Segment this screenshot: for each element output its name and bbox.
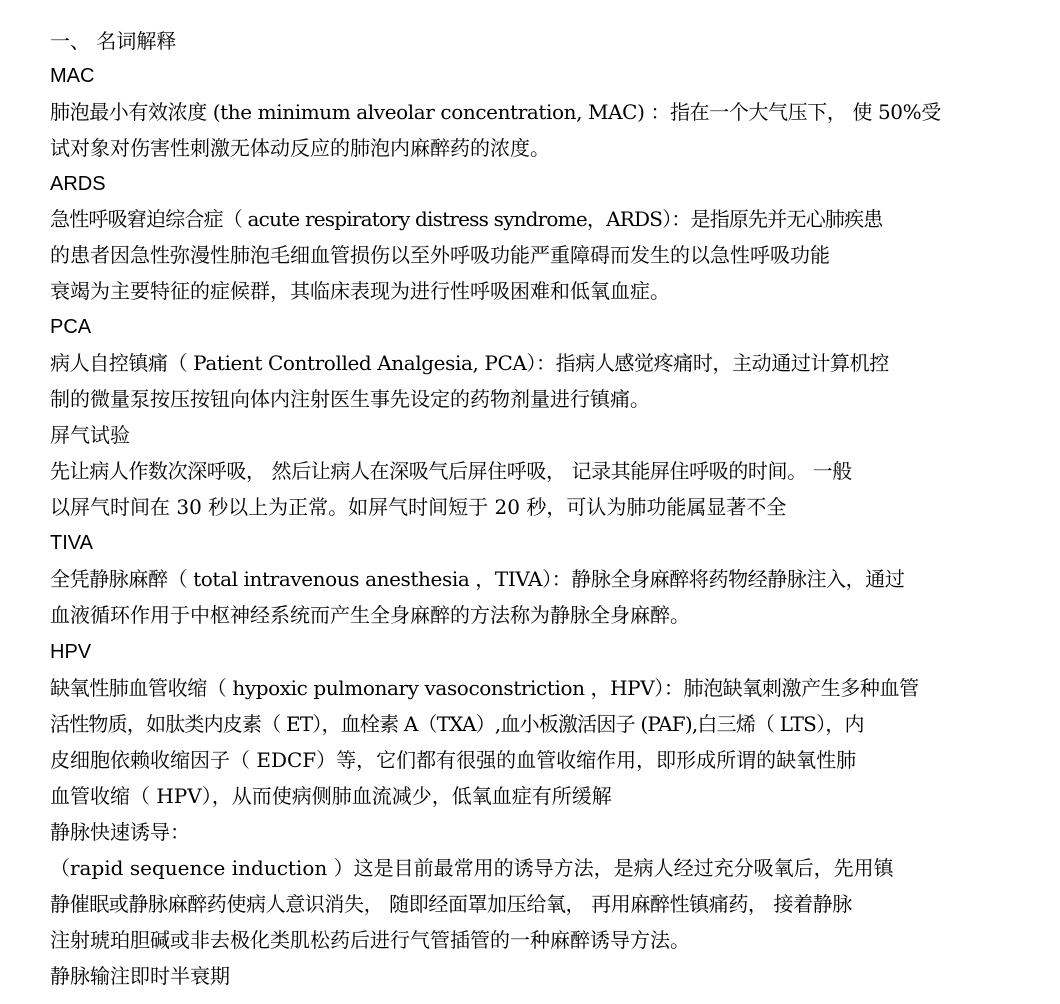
term-context-sensitive-half-time: 静脉输注即时半衰期 [50, 964, 230, 988]
definition-rsi-line-2: 静催眠或静脉麻醉药使病人意识消失， 随即经面罩加压给氧， 再用麻醉性镇痛药， 接着静脉 [50, 892, 852, 916]
definition-hpv-line-2: 活性物质，如肽类内皮素（ ET），血栓素 A（TXA）,血小板激活因子 (PAF),白三烯（ LTS），内 [50, 712, 864, 736]
definition-pca-line-2: 制的微量泵按压按钮向体内注射医生事先设定的药物剂量进行镇痛。 [50, 387, 650, 411]
definition-tiva-line-1: 全凭静脉麻醉（ total intravenous anesthesia ，TIVA）：静脉全身麻醉将药物经静脉注入，通过 [50, 567, 905, 591]
definition-ards-line-1: 急性呼吸窘迫综合症（ acute respiratory distress syndrome，ARDS）：是指原先并无心肺疾患 [50, 207, 883, 231]
term-breath-holding-test: 屏气试验 [50, 423, 130, 447]
term-pca: PCA [50, 316, 92, 338]
term-hpv: HPV [50, 641, 92, 663]
definition-tiva-line-2: 血液循环作用于中枢神经系统而产生全身麻醉的方法称为静脉全身麻醉。 [50, 603, 690, 627]
definition-breath-holding-line-2: 以屏气时间在 30 秒以上为正常。如屏气时间短于 20 秒，可认为肺功能属显著不全 [50, 495, 787, 519]
section-heading: 一、 名词解释 [50, 29, 177, 53]
term-mac: MAC [50, 65, 95, 87]
term-tiva: TIVA [50, 532, 93, 554]
definition-pca-line-1: 病人自控镇痛（ Patient Controlled Analgesia, PCA）：指病人感觉疼痛时，主动通过计算机控 [50, 351, 889, 375]
term-ards: ARDS [50, 173, 106, 195]
definition-rsi-line-1: （rapid sequence induction ）这是目前最常用的诱导方法，是病人经过充分吸氧后，先用镇 [50, 856, 894, 880]
definition-mac-line-1: 肺泡最小有效浓度 (the minimum alveolar concentration, MAC) ：指在一个大气压下， 使 50%受 [50, 100, 941, 124]
definition-hpv-line-1: 缺氧性肺血管收缩（ hypoxic pulmonary vasoconstriction ，HPV）：肺泡缺氧刺激产生多种血管 [50, 676, 919, 700]
definition-breath-holding-line-1: 先让病人作数次深呼吸， 然后让病人在深吸气后屏住呼吸， 记录其能屏住呼吸的时间。 一般 [50, 459, 852, 483]
term-rapid-sequence-induction: 静脉快速诱导： [50, 820, 190, 844]
definition-rsi-line-3: 注射琥珀胆碱或非去极化类肌松药后进行气管插管的一种麻醉诱导方法。 [50, 928, 690, 952]
definition-mac-line-2: 试对象对伤害性刺激无体动反应的肺泡内麻醉药的浓度。 [50, 136, 550, 160]
definition-hpv-line-3: 皮细胞依赖收缩因子（ EDCF）等，它们都有很强的血管收缩作用，即形成所谓的缺氧性肺 [50, 748, 857, 772]
definition-ards-line-3: 衰竭为主要特征的症候群，其临床表现为进行性呼吸困难和低氧血症。 [50, 279, 670, 303]
definition-hpv-line-4: 血管收缩（ HPV），从而使病侧肺血流减少，低氧血症有所缓解 [50, 784, 612, 808]
definition-ards-line-2: 的患者因急性弥漫性肺泡毛细血管损伤以至外呼吸功能严重障碍而发生的以急性呼吸功能 [50, 243, 830, 267]
